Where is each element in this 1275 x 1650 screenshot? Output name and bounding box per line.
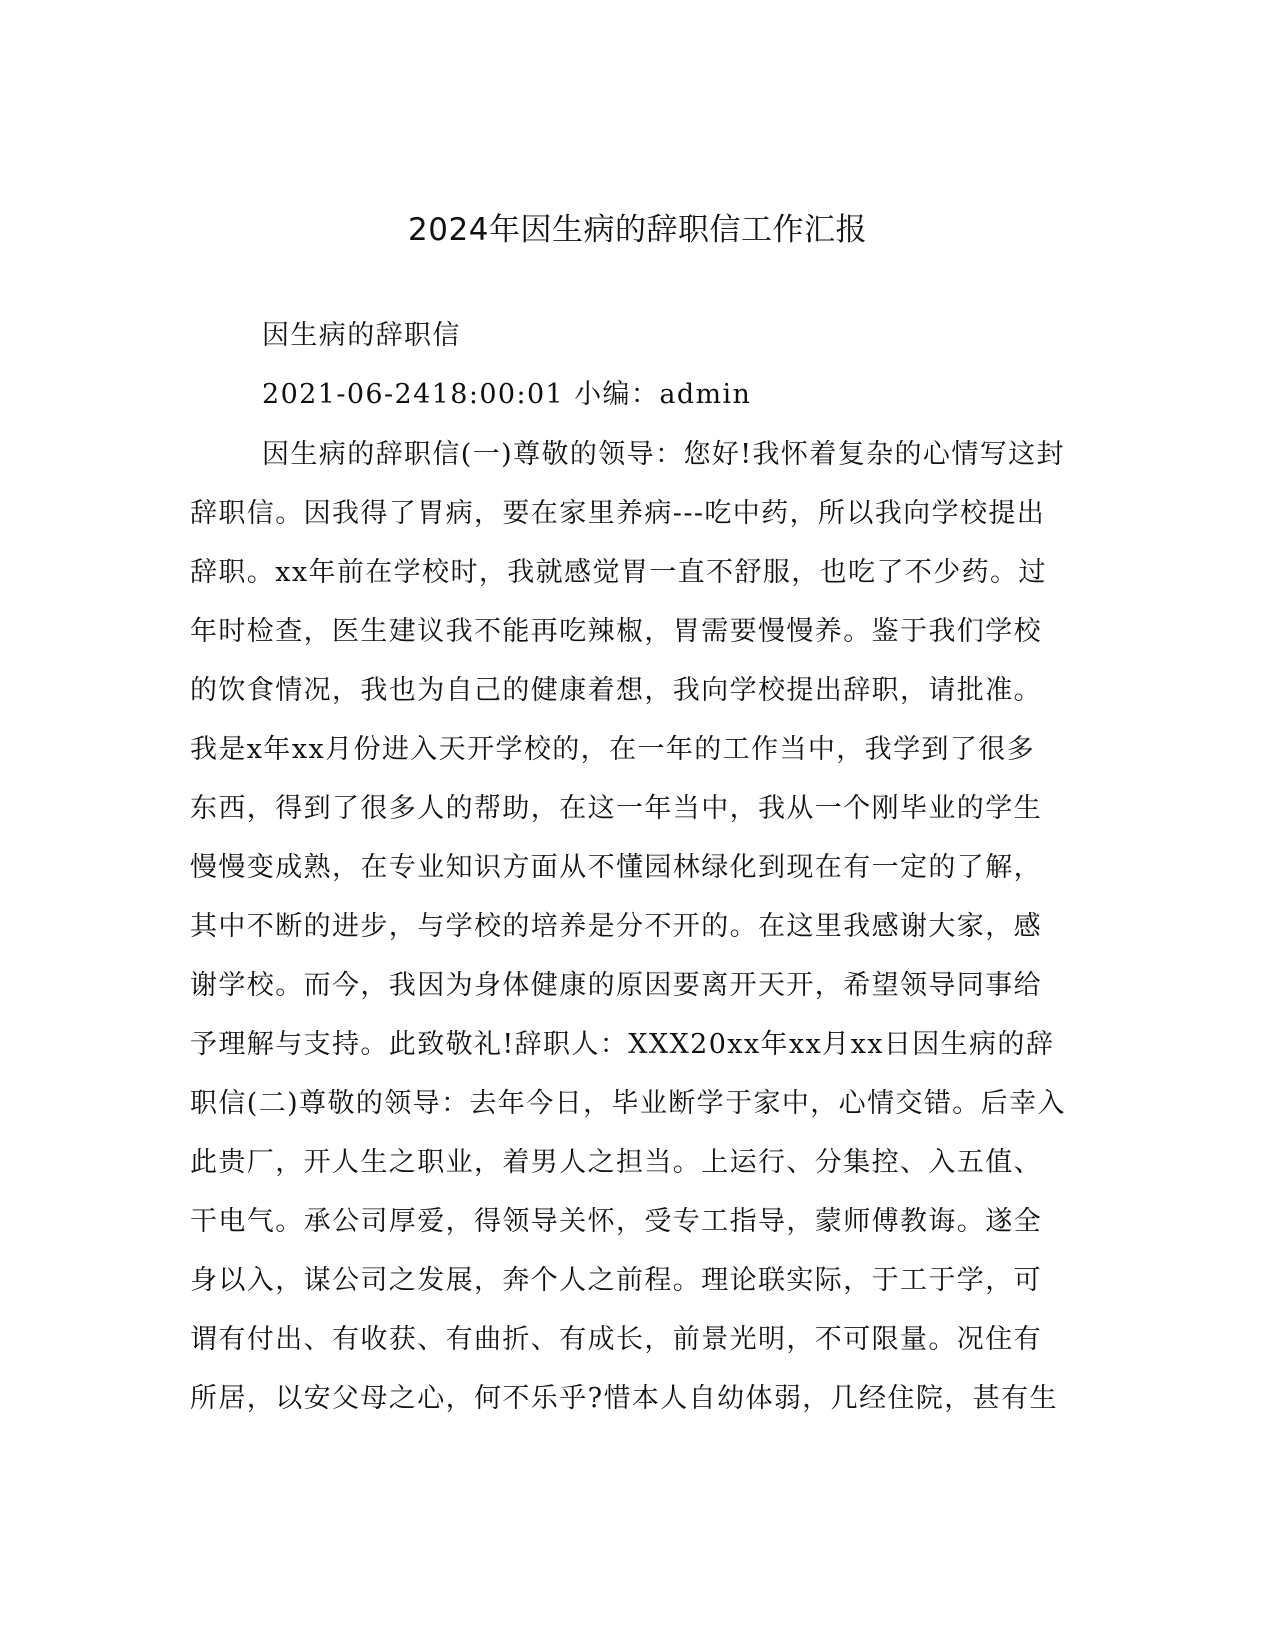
- body-line: 因生病的辞职信(一)尊敬的领导：您好!我怀着复杂的心情写这封: [262, 439, 1065, 470]
- document-meta-line: 2021-06-2418:00:01 小编：admin: [262, 379, 752, 410]
- body-line: 辞职。xx年前在学校时，我就感觉胃一直不舒服，也吃了不少药。过: [190, 557, 1047, 588]
- body-line: 慢慢变成熟，在专业知识方面从不懂园林绿化到现在有一定的了解，: [190, 852, 1042, 883]
- body-line: 予理解与支持。此致敬礼!辞职人：XXX20xx年xx月xx日因生病的辞: [190, 1029, 1055, 1060]
- document-subtitle: 因生病的辞职信: [262, 320, 461, 351]
- body-line: 辞职信。因我得了胃病，要在家里养病---吃中药，所以我向学校提出: [190, 498, 1046, 529]
- body-line: 我是x年xx月份进入天开学校的，在一年的工作当中，我学到了很多: [190, 734, 1036, 765]
- body-line: 身以入，谋公司之发展，奔个人之前程。理论联实际，于工于学，可: [190, 1265, 1042, 1296]
- body-line: 的饮食情况，我也为自己的健康着想，我向学校提出辞职，请批准。: [190, 675, 1042, 706]
- body-line: 年时检查，医生建议我不能再吃辣椒，胃需要慢慢养。鉴于我们学校: [190, 616, 1042, 647]
- body-line: 谓有付出、有收获、有曲折、有成长，前景光明，不可限量。况住有: [190, 1324, 1042, 1355]
- body-line: 此贵厂，开人生之职业，着男人之担当。上运行、分集控、入五值、: [190, 1147, 1042, 1178]
- document-title: 2024年因生病的辞职信工作汇报: [408, 212, 867, 248]
- body-line: 干电气。承公司厚爱，得领导关怀，受专工指导，蒙师傅教诲。遂全: [190, 1206, 1042, 1237]
- body-line: 东西，得到了很多人的帮助，在这一年当中，我从一个刚毕业的学生: [190, 793, 1042, 824]
- body-line: 谢学校。而今，我因为身体健康的原因要离开天开，希望领导同事给: [190, 970, 1042, 1001]
- body-line: 其中不断的进步，与学校的培养是分不开的。在这里我感谢大家，感: [190, 911, 1042, 942]
- body-line: 所居，以安父母之心，何不乐乎?惜本人自幼体弱，几经住院，甚有生: [190, 1383, 1058, 1414]
- body-line: 职信(二)尊敬的领导：去年今日，毕业断学于家中，心情交错。后幸入: [190, 1088, 1066, 1119]
